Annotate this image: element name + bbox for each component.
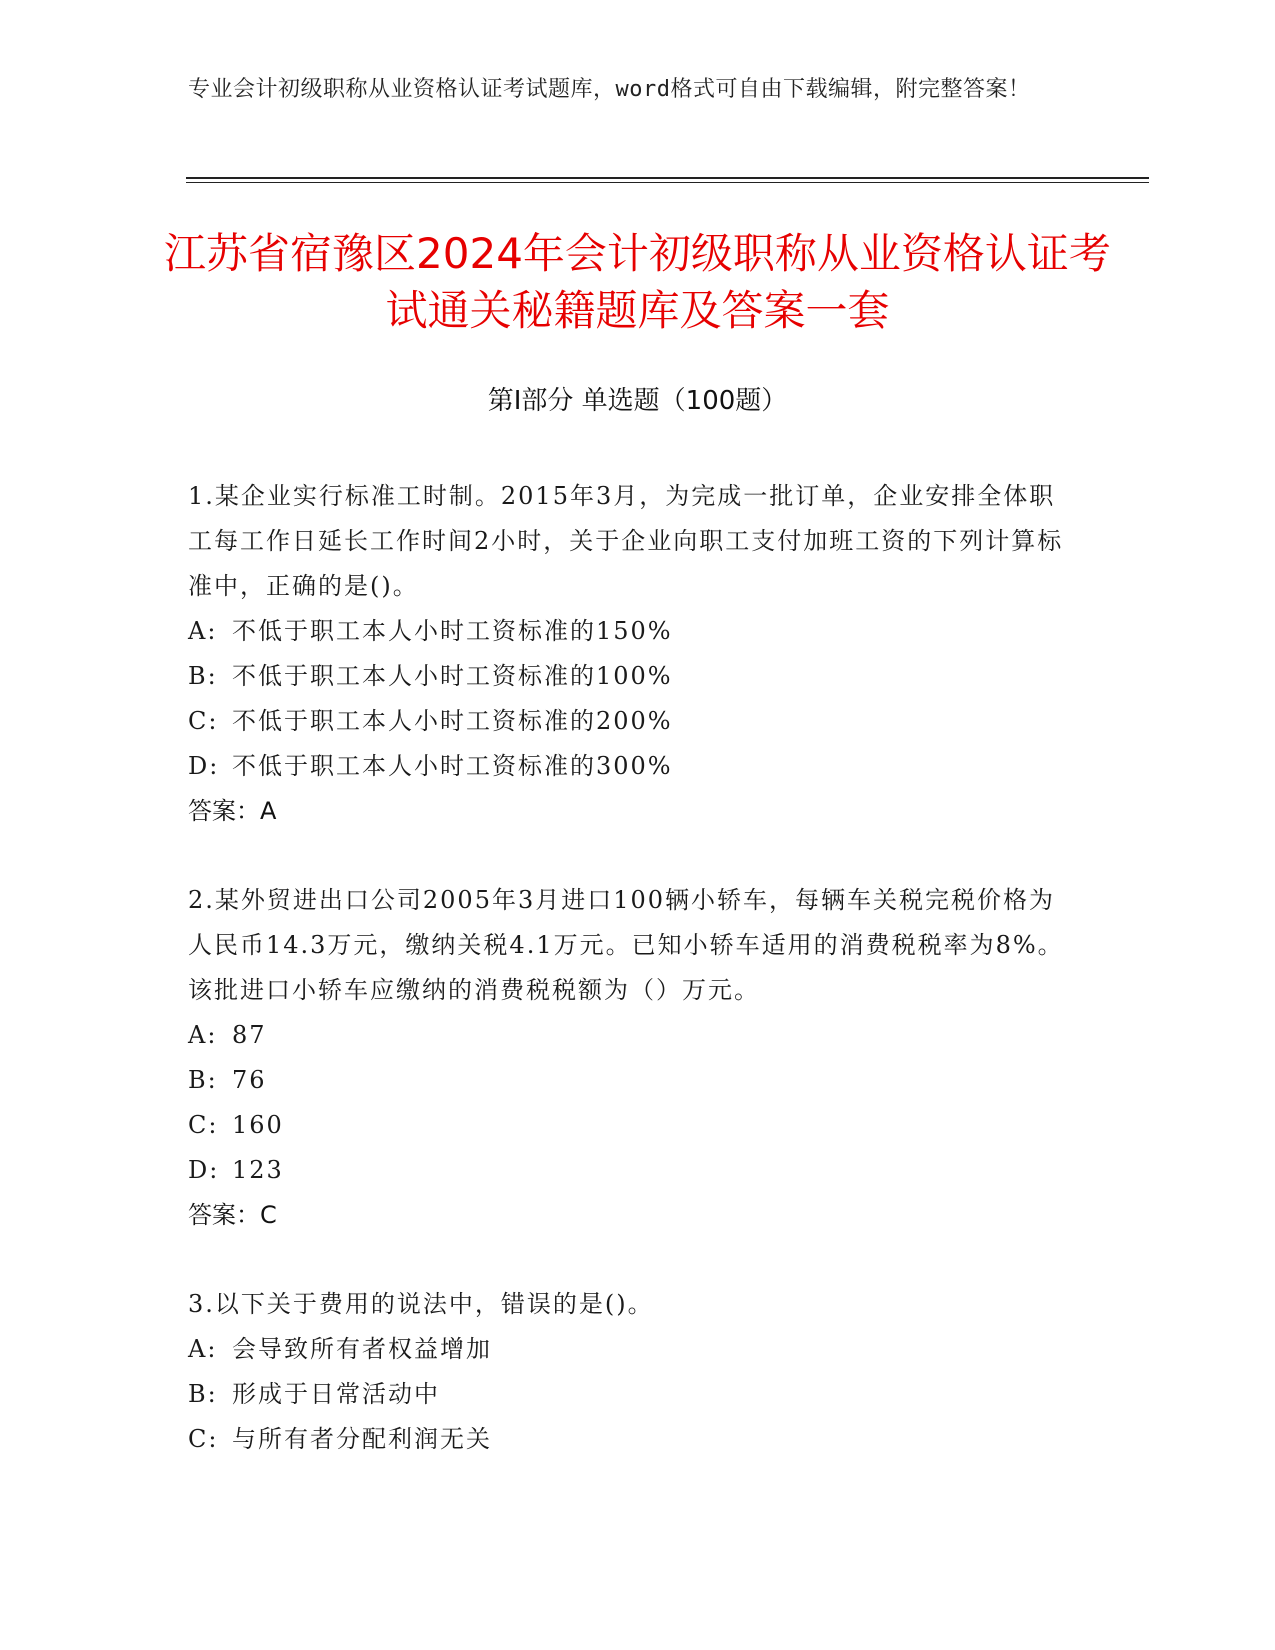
option-text: 与所有者分配利润无关: [232, 1425, 492, 1453]
option-a: [188, 1013, 1068, 1058]
option-text: 87: [232, 1021, 267, 1049]
question-3: [188, 1282, 1068, 1462]
option-key: B:: [188, 662, 218, 690]
option-key: D:: [188, 1156, 220, 1184]
option-d: [188, 744, 1068, 789]
option-text: 不低于职工本人小时工资标准的200%: [232, 707, 673, 735]
answer-line: 答案：A: [188, 797, 277, 825]
answer-line: 答案：C: [188, 1201, 277, 1229]
question-2: [188, 878, 1068, 1238]
option-text: 123: [232, 1156, 284, 1184]
option-key: B:: [188, 1380, 218, 1408]
option-key: B:: [188, 1066, 218, 1094]
option-text: 会导致所有者权益增加: [232, 1335, 492, 1363]
option-b: [188, 654, 1068, 699]
option-key: D:: [188, 752, 220, 780]
option-c: [188, 1103, 1068, 1148]
question-stem: 3.以下关于费用的说法中，错误的是()。: [188, 1290, 654, 1318]
option-c: [188, 699, 1068, 744]
option-d: [188, 1148, 1068, 1193]
option-key: A:: [188, 617, 218, 645]
header-divider-thick: [186, 177, 1149, 179]
option-text: 不低于职工本人小时工资标准的150%: [232, 617, 673, 645]
option-text: 形成于日常活动中: [232, 1380, 440, 1408]
option-b: [188, 1058, 1068, 1103]
option-text: 160: [232, 1111, 284, 1139]
option-text: 不低于职工本人小时工资标准的100%: [232, 662, 673, 690]
option-key: A:: [188, 1021, 218, 1049]
question-stem: 2.某外贸进出口公司2005年3月进口100辆小轿车，每辆车关税完税价格为人民币14.3万元，缴纳关税4.1万元。已知小轿车适用的消费税税率为8%。该批进口小轿车应缴纳的消费税税额为（）万元。: [188, 886, 1064, 1004]
option-a: [188, 609, 1068, 654]
header-divider-thin: [186, 182, 1149, 183]
option-text: 76: [232, 1066, 267, 1094]
question-stem: 1.某企业实行标准工时制。2015年3月，为完成一批订单，企业安排全体职工每工作日延长工作时间2小时，关于企业向职工支付加班工资的下列计算标准中，正确的是()。: [188, 482, 1064, 600]
option-b: [188, 1372, 1068, 1417]
option-c: [188, 1417, 1068, 1462]
option-key: C:: [188, 1111, 219, 1139]
option-a: [188, 1327, 1068, 1372]
document-title: 江苏省宿豫区2024年会计初级职称从业资格认证考试通关秘籍题库及答案一套: [164, 229, 1111, 335]
header-note: 专业会计初级职称从业资格认证考试题库，word格式可自由下载编辑，附完整答案！: [188, 77, 1031, 102]
question-list: [188, 474, 1068, 1506]
option-key: A:: [188, 1335, 218, 1363]
question-1: [188, 474, 1068, 834]
option-key: C:: [188, 1425, 219, 1453]
option-text: 不低于职工本人小时工资标准的300%: [232, 752, 673, 780]
option-key: C:: [188, 707, 219, 735]
section-title: 第Ⅰ部分 单选题（100题）: [487, 386, 788, 416]
